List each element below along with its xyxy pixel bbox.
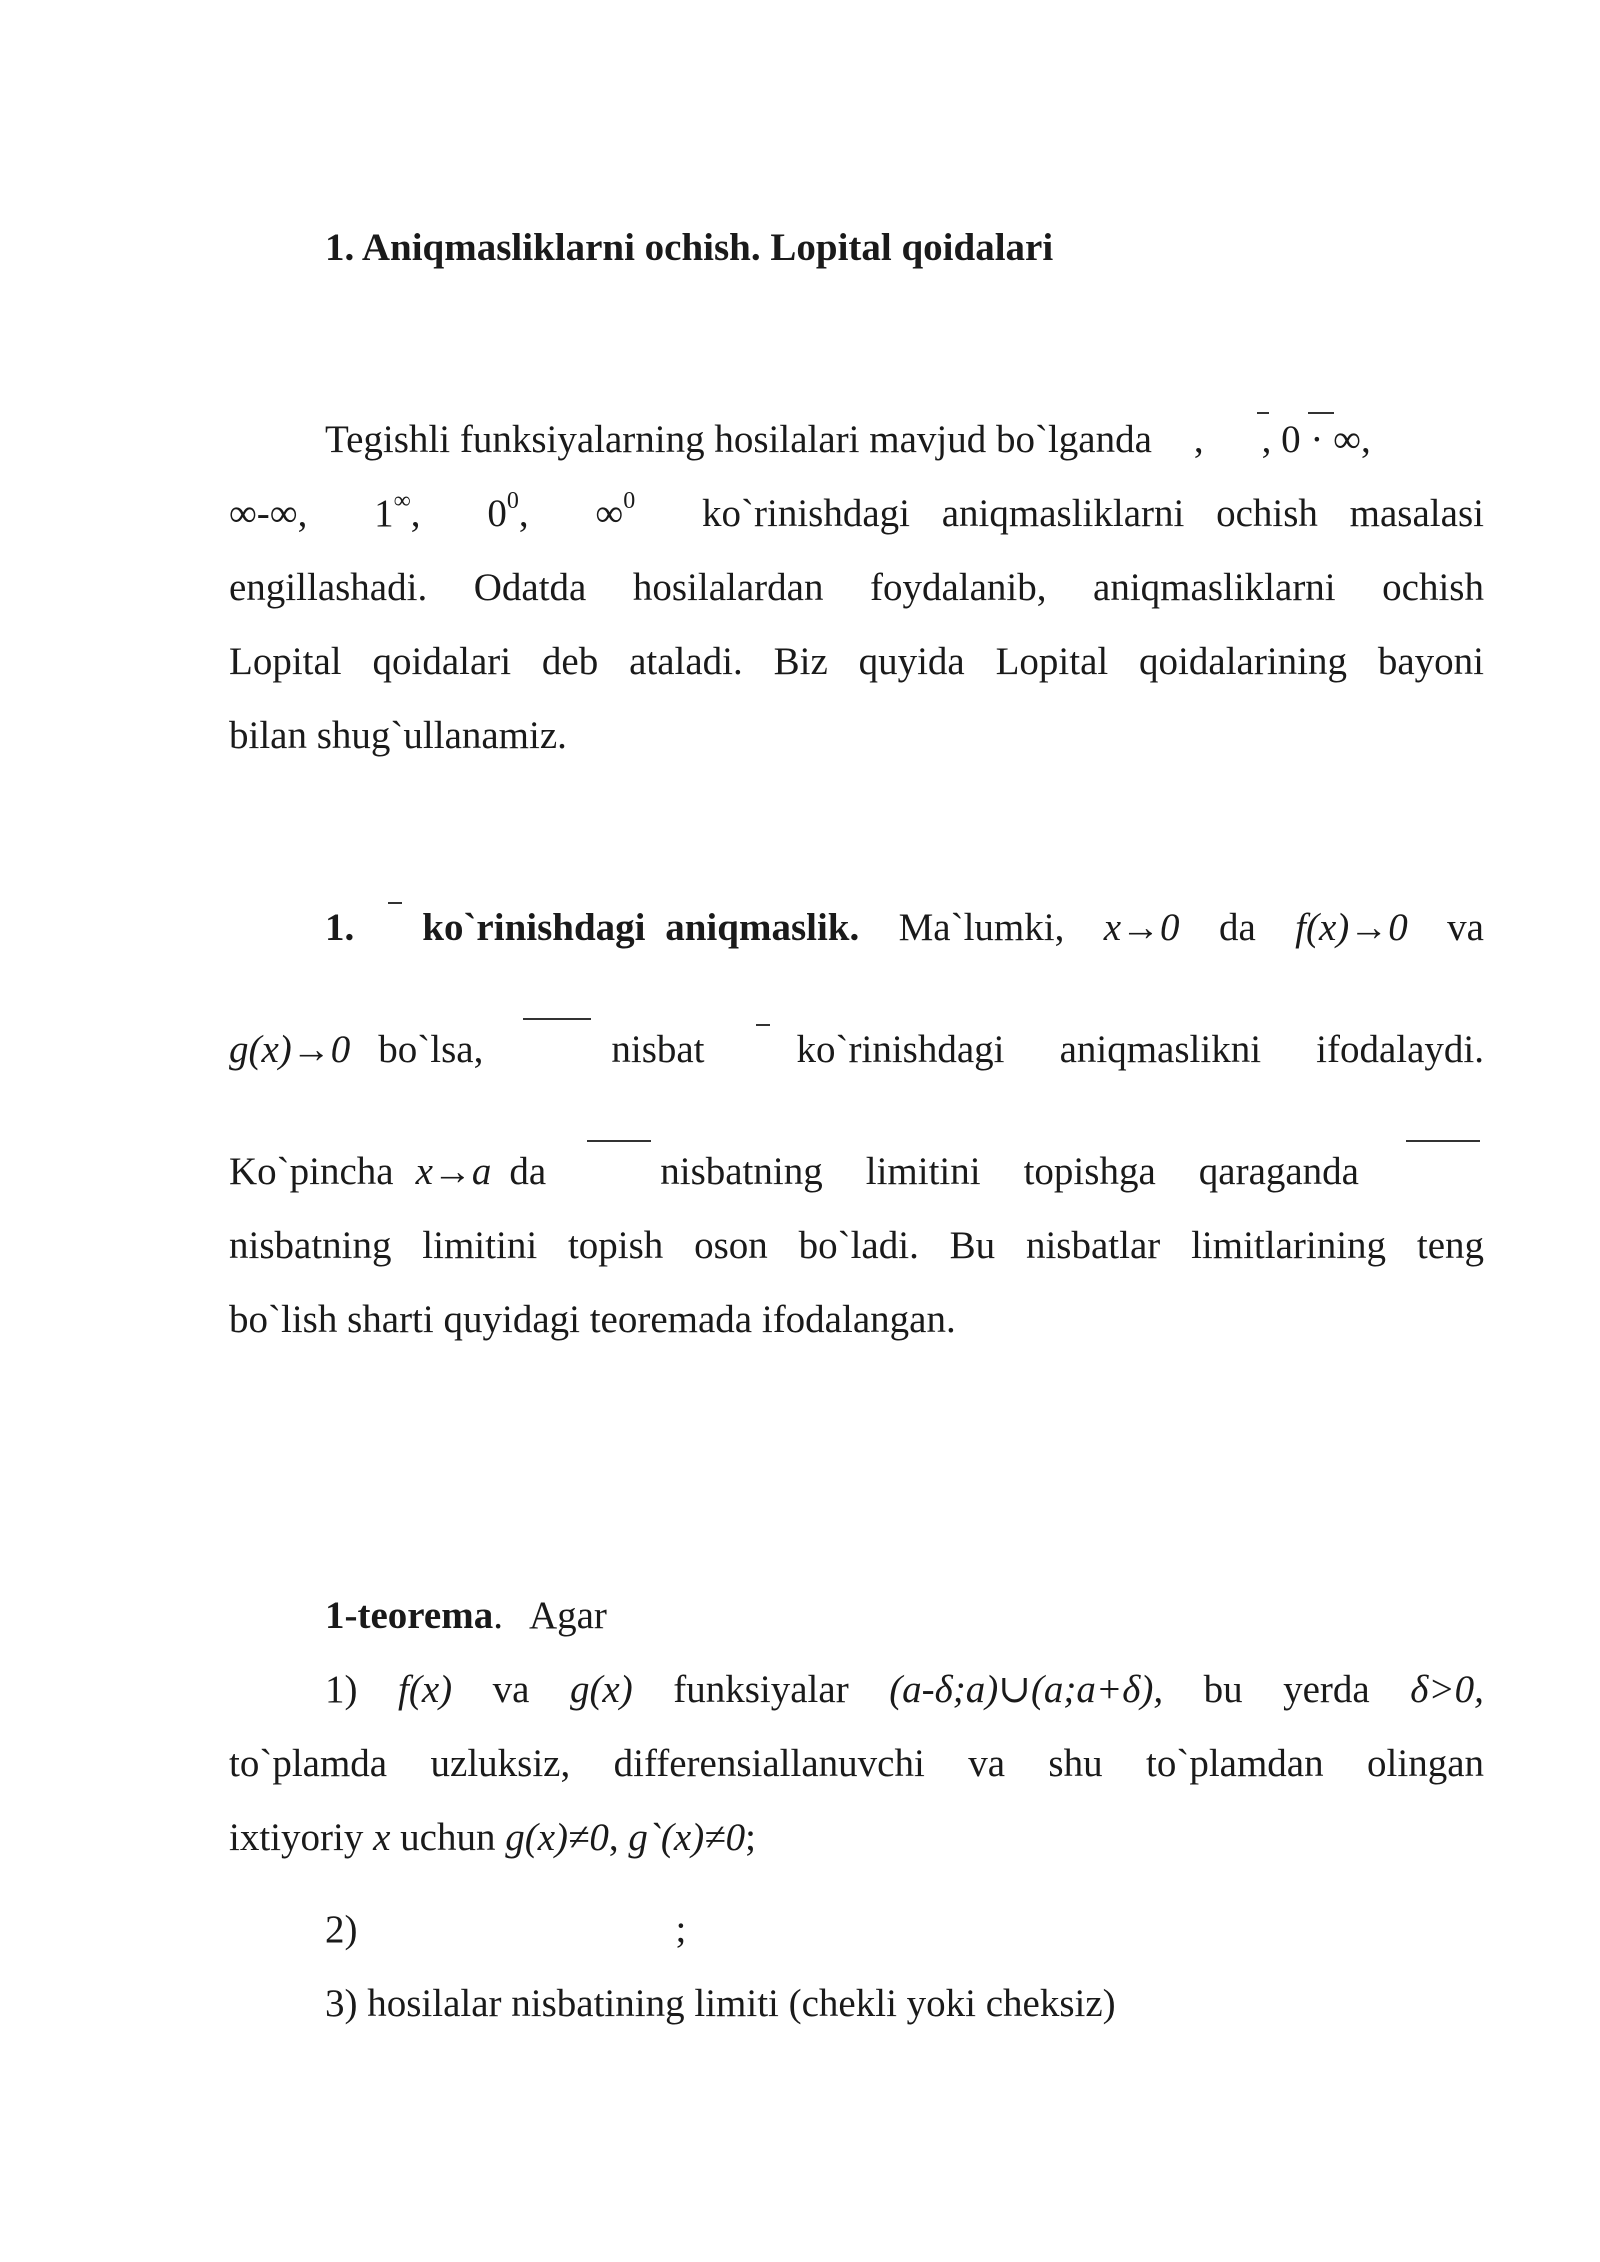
theorem-condition-1-line-3: ixtiyoriy x uchun g(x)≠0, g`(x)≠0;	[229, 1816, 756, 1859]
theorem-condition-3: 3) hosilalar nisbatining limiti (chekli yoki cheksiz)	[325, 1982, 1116, 2025]
section-heading: 1. Aniqmasliklarni ochish. Lopital qoidalari	[325, 226, 1054, 269]
infinity-to-zero: ∞$^0$	[595, 488, 636, 535]
paragraph-1-line-4: Lopital qoidalari deb ataladi. Biz quyida Lopital qoidalarining bayoni	[229, 640, 1484, 683]
theorem-title: 1-teorema. Agar	[325, 1594, 607, 1637]
fraction-bar-f-over-g-limit	[587, 1140, 651, 1142]
paragraph-1-line-5: bilan shug`ullanamiz.	[229, 714, 567, 757]
paragraph-1-line-3: engillashadi. Odatda hosilalardan foydalanib, aniqmasliklarni ochish	[229, 566, 1484, 609]
section-1-line-2: g(x)→0 bo`lsa, nisbat ko`rinishdagi aniqmaslikni ifodalaydi.	[229, 1028, 1484, 1071]
section-1-line-3: Ko`pincha x→a da nisbatning limitini topishga qaraganda	[229, 1150, 1359, 1193]
paragraph-1-line-2: ∞-∞, 1∞, $0^0$, ∞$^0$ ko`rinishdagi aniqmasliklarni ochish masalasi	[229, 490, 1484, 538]
fraction-bar-f-over-g	[523, 1018, 591, 1020]
fraction-bar-inf-over-inf	[1308, 412, 1334, 414]
section-1-line-1: 1. ko`rinishdagi aniqmaslik. Ma`lumki, x→0 da f(x)→0 va	[325, 906, 1484, 949]
fraction-bar-zero-over-zero	[1257, 412, 1269, 414]
paragraph-1-line-1: Tegishli funksiyalarning hosilalari mavjud bo`lganda , , 0 · ∞,	[325, 418, 1371, 461]
theorem-condition-2: 2) ;	[325, 1908, 687, 1951]
one-to-infinity: 1∞,	[374, 488, 421, 535]
section-1-line-5: bo`lish sharti quyidagi teoremada ifodalangan.	[229, 1298, 956, 1341]
fraction-bar-section-title	[388, 902, 402, 904]
fraction-bar-zero-over-zero-2	[756, 1024, 770, 1026]
fraction-bar-derivatives	[1406, 1140, 1480, 1142]
theorem-condition-1-line-1: 1) f(x) va g(x) funksiyalar (a-δ;a)∪(a;a+δ), bu yerda δ>0,	[325, 1668, 1484, 1711]
theorem-condition-1-line-2: to`plamda uzluksiz, differensiallanuvchi va shu to`plamdan olingan	[229, 1742, 1484, 1785]
section-1-line-4: nisbatning limitini topish oson bo`ladi. Bu nisbatlar limitlarining teng	[229, 1224, 1484, 1267]
zero-to-zero: $0^0$,	[487, 488, 529, 535]
